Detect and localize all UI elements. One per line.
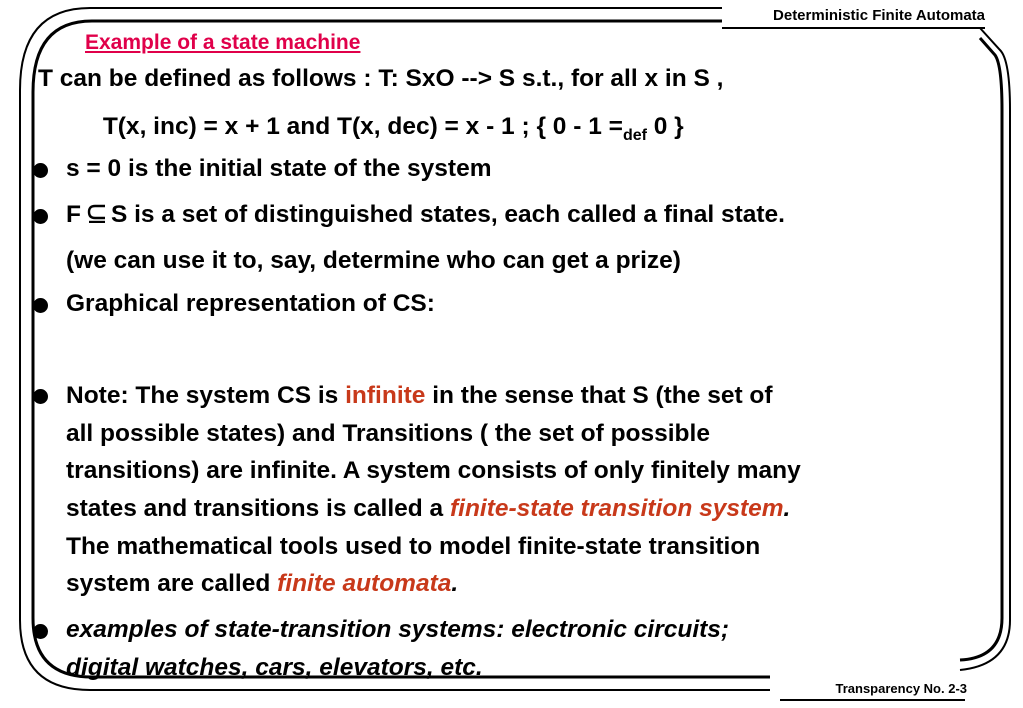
bullet-dot-icon [33,298,48,313]
bullet-dot-icon [33,624,48,639]
definition-line-2 [76,112,684,151]
header-title: Deterministic Finite Automata [773,7,985,24]
note-text: system are called [66,570,278,597]
definition-line-1: T can be defined as follows : T: SxO --> S s.t., for all x in S , [38,65,724,92]
note-line-4 [66,494,790,524]
note-infinite: infinite [345,382,426,409]
final-set-label: F [66,201,81,228]
examples-line-1: examples of state-transition systems: electronic circuits; [66,616,730,643]
slide-title: Example of a state machine [85,31,361,54]
note-line-1 [66,381,773,411]
note-text: in the sense that S (the set of [425,382,773,409]
bullet-final-state-cont: (we can use it to, say, determine who can get a prize) [66,247,681,274]
note-fst-system: finite-state transition system [449,495,784,522]
definition-line-2-end: 0 } [646,113,684,140]
bullet-dot-icon [33,163,48,178]
bullet-initial-state: s = 0 is the initial state of the system [66,155,492,182]
note-period: . [451,570,459,597]
bullet-final-state [66,200,785,230]
bullet-dot-icon [33,209,48,224]
bullet-graphical: Graphical representation of CS: [66,290,435,317]
bullet-dot-icon [33,389,48,404]
subset-eq-icon [87,203,107,223]
footer-label: Transparency No. 2-3 [835,681,967,696]
definition-line-2-main: T(x, inc) = x + 1 and T(x, dec) = x - 1 ; { 0 - 1 = [102,113,623,140]
note-line-3: transitions) are infinite. A system consists of only finitely many [66,457,801,484]
note-finite-automata: finite automata [277,570,452,597]
note-text: Note: The system CS is [66,382,346,409]
note-line-5: The mathematical tools used to model finite-state transition [66,533,761,560]
note-text: states and transitions is called a [66,495,450,522]
examples-line-2: digital watches, cars, elevators, etc. [66,654,483,681]
definition-subscript: def [622,127,647,144]
note-line-2: all possible states) and Transitions ( the set of possible [66,420,710,447]
final-state-text: S is a set of distinguished states, each called a final state. [110,201,785,228]
note-line-6 [66,569,458,599]
note-period: . [783,495,791,522]
